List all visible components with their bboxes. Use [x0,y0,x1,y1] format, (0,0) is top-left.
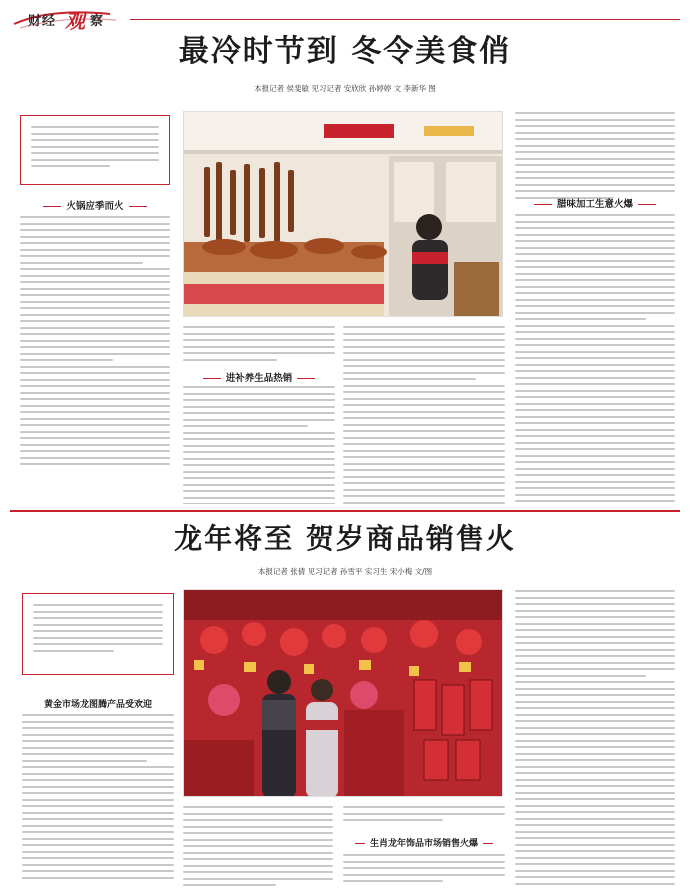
subhead-tonic [183,370,335,384]
lede-text [31,126,159,167]
story1-col2-top-body [183,326,335,366]
section-emph: 观 [65,9,85,33]
story2-headline: 龙年将至 贺岁商品销售火 [174,522,516,555]
story1-col4-body [515,214,675,502]
story1-col4-top-body [515,112,675,208]
story1-lede-box [20,115,170,185]
subhead-tonic-text: 进补养生品热销 [225,373,293,384]
story2-col4-body [515,590,675,886]
story2-col2-body [183,806,333,886]
story2-col1-body [22,714,174,882]
story1-col2-body [183,386,335,504]
subhead-hotpot [20,198,170,212]
subhead-hotpot-text: 火锅应季而火 [66,201,124,212]
story1-col1-body [20,216,170,476]
story2-col3-body [343,854,505,886]
story2-photo [183,589,503,797]
section-header [10,4,130,33]
subhead-gold-text: 黄金市场龙图腾产品受欢迎 [43,700,152,710]
subhead-cured-meat-text: 腊味加工生意火爆 [556,199,633,210]
section-label: 财经 [28,14,57,29]
story2-lede-box [22,593,174,675]
story1-col3-body [343,326,505,504]
story2-byline: 本报记者 张倩 见习记者 孙雪平 实习生 宋小梅 文/图 [257,567,433,576]
subhead-cured-meat [515,196,675,210]
subhead-dragon [343,836,505,849]
story-divider [10,510,680,512]
subhead-gold [14,697,182,710]
header-rule [130,19,680,20]
section-suffix: 察 [90,14,105,29]
story1-headline: 最冷时节到 冬令美食俏 [178,34,512,69]
subhead-dragon-text: 生肖龙年饰品市场销售火爆 [369,839,478,849]
story2-col3-top-body [343,806,505,826]
story2-lede-text [33,604,163,652]
story1-photo [183,111,503,317]
story1-byline: 本报记者 侯斐敏 见习记者 安欣欣 孙婷婷 文 李新华 图 [254,84,436,93]
